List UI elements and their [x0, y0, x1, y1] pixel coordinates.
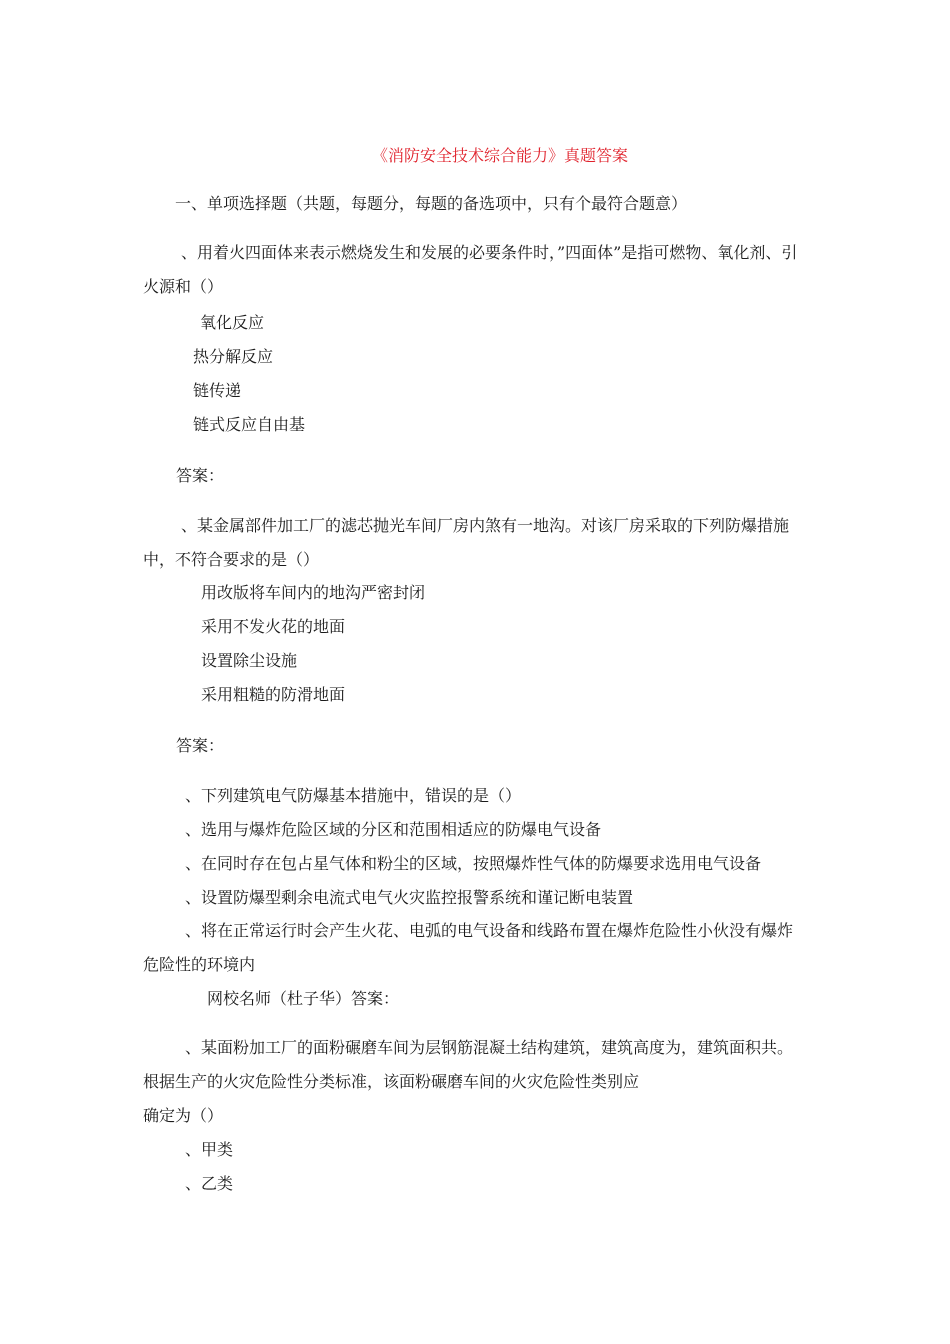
question-1-answer: 答案： — [176, 466, 225, 485]
question-2-option-c: 设置除尘设施 — [201, 651, 298, 670]
document-title: 《消防安全技术综合能力》真题答案 — [372, 146, 629, 165]
question-2-stem: 、某金属部件加工厂的滤芯抛光车间厂房内煞有一地沟。对该厂房采取的下列防爆措施中，不符合要求的是（） — [143, 516, 790, 569]
question-2-answer: 答案： — [176, 736, 225, 755]
question-4-stem-continued: 确定为（） — [143, 1106, 224, 1125]
question-3-option-c: 、设置防爆型剩余电流式电气火灾监控报警系统和谨记断电装置 — [185, 888, 634, 907]
question-2-option-d: 采用粗糙的防滑地面 — [201, 685, 346, 704]
question-1-option-b: 热分解反应 — [193, 347, 274, 366]
question-2-option-b: 采用不发火花的地面 — [201, 617, 346, 636]
question-3-option-a: 、选用与爆炸危险区域的分区和范围相适应的防爆电气设备 — [185, 820, 602, 839]
question-1-option-c: 链传递 — [193, 381, 242, 400]
question-2-option-a: 用改版将车间内的地沟严密封闭 — [201, 583, 426, 602]
question-4-option-b: 、乙类 — [185, 1174, 234, 1193]
question-3-option-b: 、在同时存在包占星气体和粉尘的区域，按照爆炸性气体的防爆要求选用电气设备 — [185, 854, 762, 873]
question-3-answer: 网校名师（杜子华）答案： — [207, 989, 400, 1008]
question-1-option-d: 链式反应自由基 — [193, 415, 306, 434]
question-3-option-d: 、将在正常运行时会产生火花、电弧的电气设备和线路布置在爆炸危险性小伙没有爆炸危险性的环境内 — [143, 921, 794, 974]
question-4-stem: 、某面粉加工厂的面粉碾磨车间为层钢筋混凝土结构建筑，建筑高度为，建筑面积共。根据生产的火灾危险性分类标准，该面粉碾磨车间的火灾危险性类别应 — [143, 1038, 794, 1091]
section-heading: 一、单项选择题（共题，每题分，每题的备选项中，只有个最符合题意） — [175, 194, 688, 213]
question-1-stem: 、用着火四面体来表示燃烧发生和发展的必要条件时，”四面体”是指可燃物、氧化剂、引火源和（） — [143, 243, 798, 296]
question-1-option-a: 氧化反应 — [200, 313, 265, 332]
question-4-option-a: 、甲类 — [185, 1140, 234, 1159]
question-3-stem: 、下列建筑电气防爆基本措施中，错误的是（） — [185, 786, 522, 805]
